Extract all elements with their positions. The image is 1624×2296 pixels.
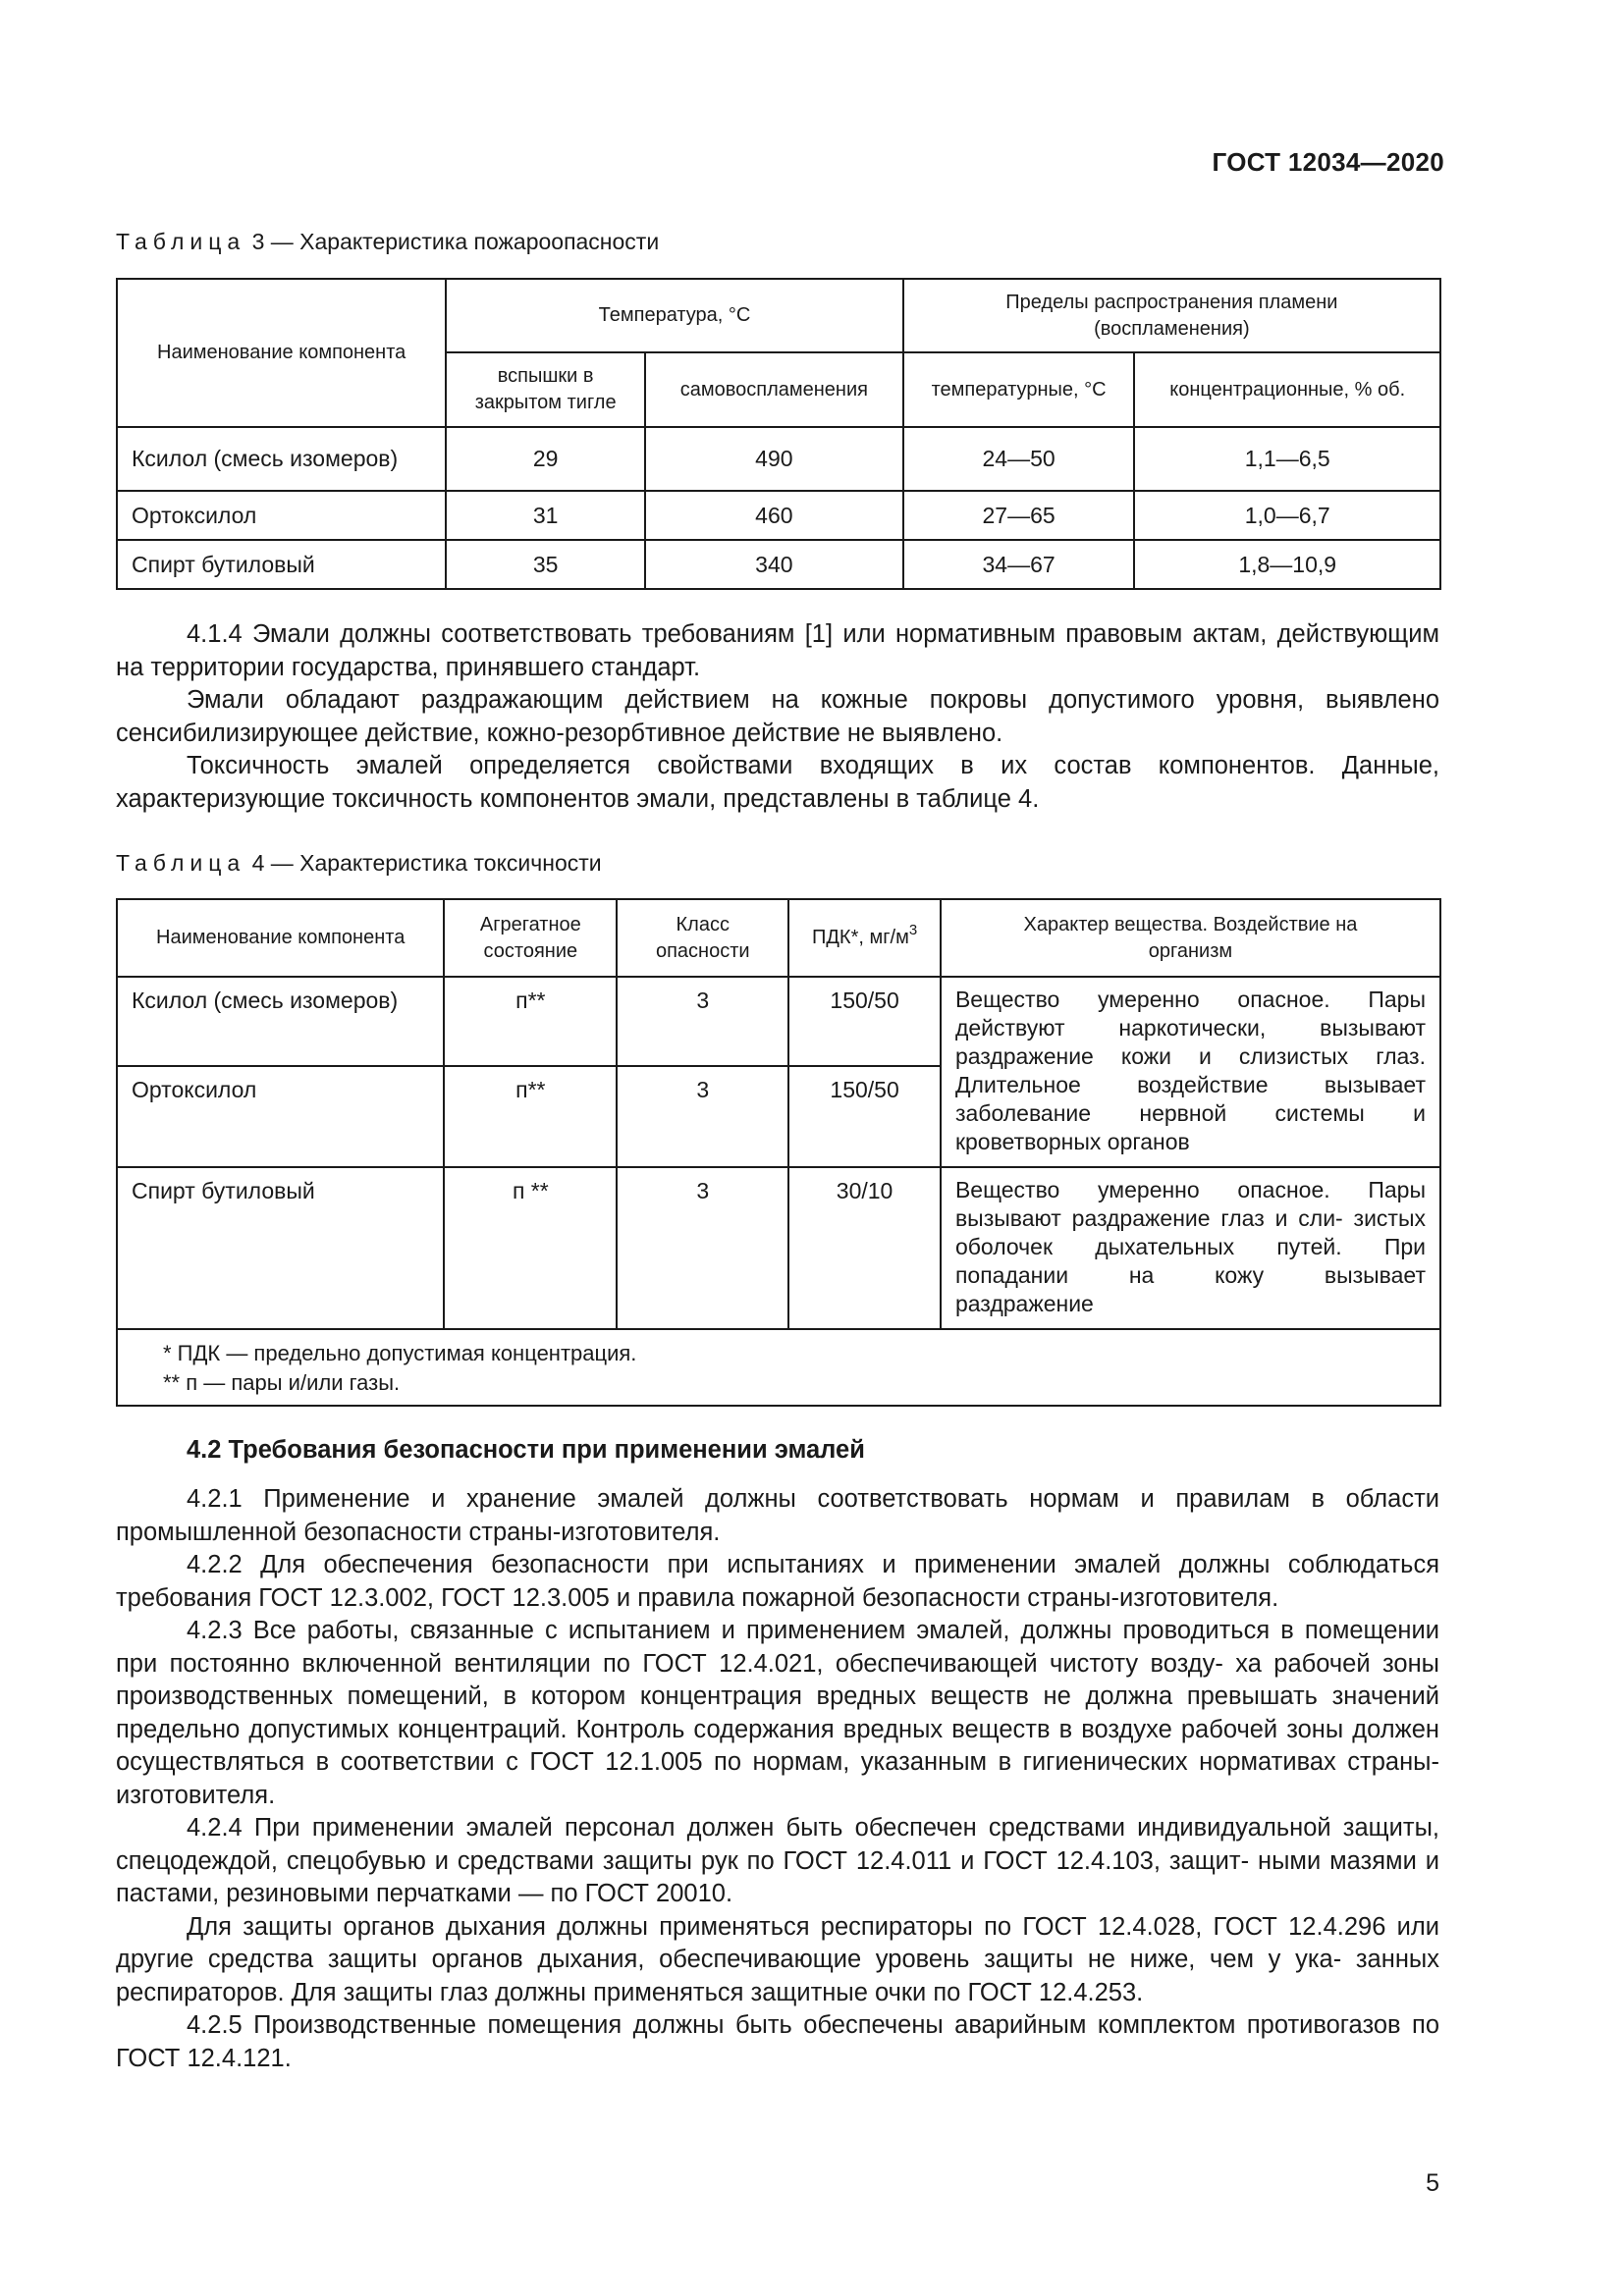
table3-caption-text: 3 — Характеристика пожароопасности (251, 229, 660, 254)
aggregate-state-value: п ** (444, 1167, 617, 1329)
paragraph-4-2-1: 4.2.1 Применение и хранение эмалей должны соответствовать нормам и правилам в области промышленной безопасности страны-изготовителя. (116, 1485, 1439, 1546)
aggregate-state-value: п** (444, 977, 617, 1066)
paragraph-4-2-3: 4.2.3 Все работы, связанные с испытанием и применением эмалей, должны проводиться в помещении при постоянно включенной вентиляции по ГОСТ 12.4.021, обеспечивающей чистоту возду- ха рабочей зоны производственных помещений, в котором концентрация вредных веществ не должна превышать значений предельно допустимых концентраций. Контроль содержания вредных веществ в воздухе рабочей зоны должен осуществляться в соответствии с ГОСТ 12.1.005 по нормам, указанным в гигиенических нормативах страны-изготовителя. (116, 1617, 1439, 1809)
footnote-pdk: * ПДК — предельно допустимая концентрация. (163, 1341, 637, 1365)
paragraph-4-2-2: 4.2.2 Для обеспечения безопасности при испытаниях и применении эмалей должны соблюдаться требования ГОСТ 12.3.002, ГОСТ 12.3.005 и правила пожарной безопасности страны-изготовителя. (116, 1551, 1439, 1612)
table3-caption-prefix: Таблица (116, 229, 246, 254)
header-pdk-superscript: 3 (908, 922, 918, 938)
component-name: Спирт бутиловый (117, 1167, 444, 1329)
paragraph-4-2-4: 4.2.4 При применении эмалей персонал должен быть обеспечен средствами индивидуальной защиты, спецодеждой, спецобувью и средствами защиты рук по ГОСТ 12.4.011 и ГОСТ 12.4.103, защит- ными мазями и пастами, резиновыми перчатками — по ГОСТ 20010. (116, 1814, 1439, 1907)
butanol-effect-description (941, 1167, 1440, 1329)
component-name: Ортоксилол (117, 1066, 444, 1167)
document-code: ГОСТ 12034—2020 (1212, 147, 1444, 177)
paragraph-irritation: Эмали обладают раздражающим действием на кожные покровы допустимого уровня, выявлено сенсибилизирующее действие, кожно-резорбтивное действие не выявлено. (116, 686, 1439, 747)
table-row (117, 977, 1440, 1066)
toxicity-paragraphs (116, 618, 1439, 816)
header-autoignition: самовоспламенения (645, 352, 903, 427)
header-conc-limits: концентрационные, % об. (1134, 352, 1440, 427)
xylene-effect-description (941, 977, 1440, 1167)
hazard-class-value: 3 (617, 977, 788, 1066)
table-row (117, 1167, 1440, 1329)
autoignition-value: 340 (645, 540, 903, 589)
header-component: Наименование компонента (117, 899, 444, 977)
table4-caption (116, 850, 602, 877)
fire-hazard-table (116, 278, 1441, 590)
header-temperature: Температура, °С (446, 279, 902, 352)
pdk-value: 30/10 (788, 1167, 941, 1329)
pdk-value: 150/50 (788, 1066, 941, 1167)
component-name: Ксилол (смесь изомеров) (117, 427, 446, 491)
table4-caption-prefix: Таблица (116, 850, 246, 876)
aggregate-state-value: п** (444, 1066, 617, 1167)
paragraph-4-2-5: 4.2.5 Производственные помещения должны быть обеспечены аварийным комплектом противогазов по ГОСТ 12.4.121. (116, 2011, 1439, 2072)
header-temp-limits: температурные, °С (903, 352, 1135, 427)
flash-point-value: 29 (446, 427, 645, 491)
header-pdk-label: ПДК*, мг/м (812, 927, 909, 948)
temp-limit-value: 24—50 (903, 427, 1135, 491)
table-footnotes (117, 1329, 1440, 1406)
header-flash-point: вспышки в закрытом тигле (446, 352, 645, 427)
section-heading: 4.2 Требования безопасности при применении эмалей (187, 1436, 865, 1464)
header-pdk (788, 899, 941, 977)
table3-caption (116, 229, 659, 255)
table-row (117, 427, 1440, 491)
footnote-vapors: ** п — пары и/или газы. (163, 1370, 401, 1395)
hazard-class-value: 3 (617, 1066, 788, 1167)
page-number: 5 (1426, 2169, 1439, 2197)
flash-point-value: 31 (446, 491, 645, 540)
toxicity-table (116, 898, 1441, 1407)
conc-limit-value: 1,0—6,7 (1134, 491, 1440, 540)
pdk-value: 150/50 (788, 977, 941, 1066)
conc-limit-value: 1,1—6,5 (1134, 427, 1440, 491)
table4-caption-text: 4 — Характеристика токсичности (251, 850, 602, 876)
butanol-effect-last-line: раздражение (954, 1291, 1094, 1316)
temp-limit-value: 34—67 (903, 540, 1135, 589)
paragraph-respirators: Для защиты органов дыхания должны применяться респираторы по ГОСТ 12.4.028, ГОСТ 12.4.296 или другие средства защиты органов дыхания, обеспечивающие уровень защиты не ниже, чем у ука- занных респираторов. Для защиты глаз должны применяться защитные очки по ГОСТ 12.4.253. (116, 1912, 1439, 2006)
component-name: Спирт бутиловый (117, 540, 446, 589)
autoignition-value: 460 (645, 491, 903, 540)
header-component: Наименование компонента (117, 279, 446, 427)
flash-point-value: 35 (446, 540, 645, 589)
component-name: Ксилол (смесь изомеров) (117, 977, 444, 1066)
component-name: Ортоксилол (117, 491, 446, 540)
conc-limit-value: 1,8—10,9 (1134, 540, 1440, 589)
xylene-effect-text: Вещество умеренно опасное. Пары действуют наркотически, вызывают раздражение кожи и слизистых глаз. Длительное воздействие вызывает заболевание нервной системы и (954, 987, 1426, 1126)
paragraph-toxicity: Токсичность эмалей определяется свойствами входящих в их состав компонентов. Данные, характеризующие токсичность компонентов эмали, представлены в таблице 4. (116, 752, 1439, 813)
xylene-effect-last-line: кроветворных органов (954, 1129, 1190, 1154)
butanol-effect-text: Вещество умеренно опасное. Пары вызывают раздражение глаз и сли- зистых оболочек дыхательных путей. При попадании на кожу вызывает (954, 1177, 1426, 1288)
header-hazard-class-label: Класс опасности (655, 913, 750, 962)
table-row (117, 540, 1440, 589)
safety-paragraphs (116, 1483, 1439, 2075)
paragraph-4-1-4: 4.1.4 Эмали должны соответствовать требованиям [1] или нормативным правовым актам, действующим на территории государства, принявшего стандарт. (116, 620, 1439, 681)
header-hazard-class (617, 899, 788, 977)
header-aggregate-state: Агрегатное состояние (444, 899, 617, 977)
table-row (117, 491, 1440, 540)
temp-limit-value: 27—65 (903, 491, 1135, 540)
hazard-class-value: 3 (617, 1167, 788, 1329)
header-flame-limits: Пределы распространения пламени (воспламенения) (903, 279, 1440, 352)
autoignition-value: 490 (645, 427, 903, 491)
header-character: Характер вещества. Воздействие на организм (941, 899, 1440, 977)
